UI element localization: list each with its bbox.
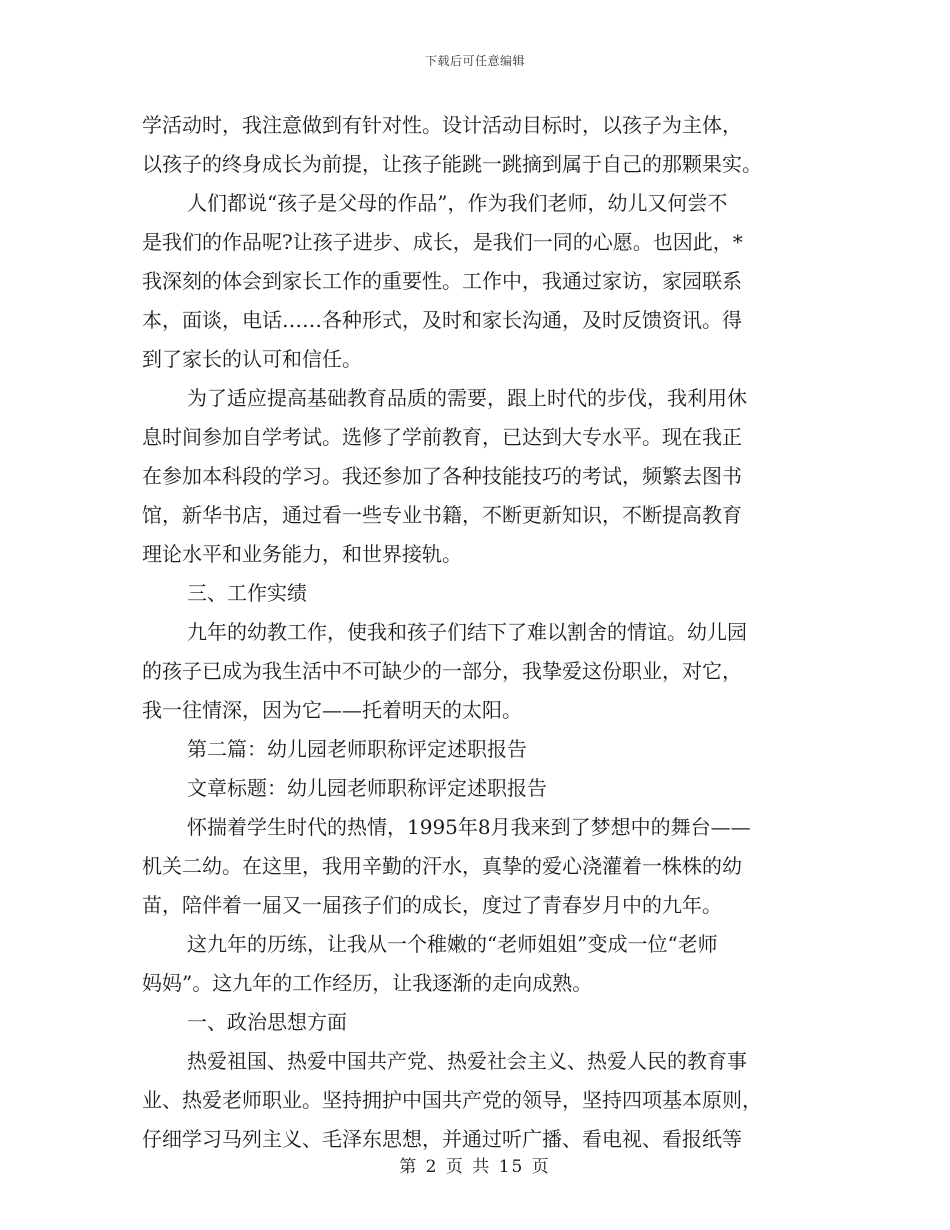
paragraph-start-line: 这九年的历练，让我从一个稚嫩的“老师姐姐”变成一位“老师 [187, 932, 718, 956]
text-line: 机关二幼。在这里，我用辛勤的汗水，真挚的爱心浇灌着一株株的幼 [142, 854, 742, 878]
paragraph-start-line: 为了适应提高基础教育品质的需要，跟上时代的步伐，我利用休 [187, 386, 747, 410]
text-line: 理论水平和业务能力，和世界接轨。 [142, 542, 462, 566]
page-header: 下载后可任意编辑 [424, 54, 525, 68]
section-heading: 三、工作实绩 [187, 581, 307, 605]
text-line: 以孩子的终身成长为前提，让孩子能跳一跳摘到属于自己的那颗果实。 [142, 152, 762, 176]
text-line: 本，面谈，电话……各种形式，及时和家长沟通，及时反馈资讯。得 [142, 308, 742, 332]
text-line: 业、热爱老师职业。坚持拥护中国共产党的领导，坚持四项基本原则， [142, 1088, 762, 1112]
chapter-title: 第二篇：幼儿园老师职称评定述职报告 [187, 737, 527, 761]
text-line: 妈妈”。这九年的工作经历，让我逐渐的走向成熟。 [142, 971, 593, 995]
text-line: 学活动时，我注意做到有针对性。设计活动目标时，以孩子为主体， [142, 113, 742, 137]
section-heading: 一、政治思想方面 [187, 1010, 347, 1034]
text-line: 馆，新华书店，通过看一些专业书籍，不断更新知识，不断提高教育 [142, 503, 742, 527]
text-line: 息时间参加自学考试。选修了学前教育，已达到大专水平。现在我正 [142, 425, 742, 449]
paragraph-start-line: 九年的幼教工作，使我和孩子们结下了难以割舍的情谊。幼儿园 [187, 620, 747, 644]
text-line: 仔细学习马列主义、毛泽东思想，并通过听广播、看电视、看报纸等 [142, 1127, 742, 1151]
text-line: 在参加本科段的学习。我还参加了各种技能技巧的考试，频繁去图书 [142, 464, 742, 488]
text-line: 到了家长的认可和信任。 [142, 347, 362, 371]
document-body [142, 106, 812, 1159]
text-line: 是我们的作品呢?让孩子进步、成长，是我们一同的心愿。也因此，* [142, 230, 743, 254]
paragraph-start-line: 怀揣着学生时代的热情，1995年8月我来到了梦想中的舞台—— [187, 815, 751, 839]
article-title: 文章标题：幼儿园老师职称评定述职报告 [187, 776, 547, 800]
text-line: 我深刻的体会到家长工作的重要性。工作中，我通过家访，家园联系 [142, 269, 742, 293]
text-line: 的孩子已成为我生活中不可缺少的一部分，我挚爱这份职业，对它， [142, 659, 742, 683]
paragraph-start-line: 人们都说“孩子是父母的作品”，作为我们老师，幼儿又何尝不 [187, 191, 728, 215]
text-line: 我一往情深，因为它——托着明天的太阳。 [142, 698, 522, 722]
page-footer: 第 2 页 共 15 页 [399, 1157, 551, 1177]
text-line: 苗，陪伴着一届又一届孩子们的成长，度过了青春岁月中的九年。 [142, 893, 722, 917]
paragraph-start-line: 热爱祖国、热爱中国共产党、热爱社会主义、热爱人民的教育事 [187, 1049, 747, 1073]
